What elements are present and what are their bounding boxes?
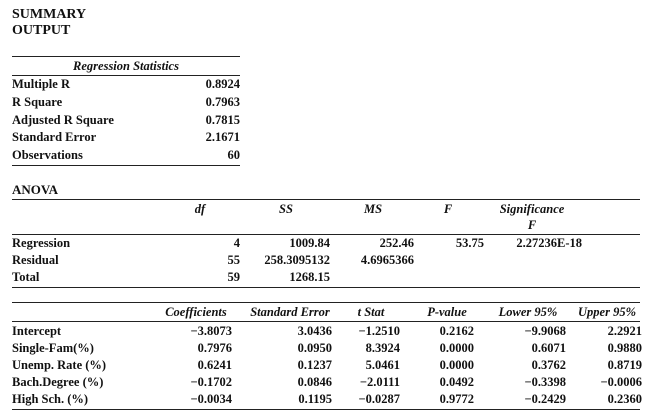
regstats-value: 0.7815 (205, 113, 240, 127)
coef-cell-t-stat: 8.3924 (365, 341, 400, 355)
coef-row-label: Unemp. Rate (%) (12, 358, 107, 372)
anova-cell-ss: 1009.84 (289, 236, 330, 250)
anova-cell-ms: 252.46 (379, 236, 414, 250)
regstats-label: Observations (12, 148, 83, 162)
regstats-label: Multiple R (12, 77, 70, 91)
coef-bottom-rule (12, 409, 640, 410)
regstats-value: 2.1671 (205, 130, 240, 144)
coef-cell-standard-error: 0.0846 (297, 375, 332, 389)
coef-cell-p-value: 0.0492 (439, 375, 474, 389)
coef-header-p-value: P-value (427, 305, 467, 319)
anova-header-ss: SS (279, 202, 293, 216)
anova-header-f: F (443, 202, 453, 216)
coef-cell-upper-95: 0.9880 (607, 341, 642, 355)
anova-header-significance: Significance (499, 202, 565, 216)
coef-cell-p-value: 0.0000 (439, 358, 474, 372)
regstats-label: Standard Error (12, 130, 97, 144)
anova-cell-ss: 258.3095132 (264, 253, 330, 267)
coef-cell-standard-error: 3.0436 (297, 324, 332, 338)
coef-cell-upper-95: −0.0006 (600, 375, 642, 389)
coef-cell-t-stat: 5.0461 (365, 358, 400, 372)
regstats-bottom-rule (12, 165, 240, 166)
coef-cell-p-value: 0.0000 (439, 341, 474, 355)
coef-header-t-stat: t Stat (357, 305, 385, 319)
coef-header-lower-95: Lower 95% (498, 305, 558, 319)
coef-row-label: High Sch. (%) (12, 392, 89, 406)
coef-cell-t-stat: −1.2510 (358, 324, 400, 338)
coef-cell-coefficient: −0.1702 (190, 375, 232, 389)
anova-header-ms: MS (363, 202, 383, 216)
summary-title-line2: OUTPUT (12, 23, 71, 38)
coef-row-label: Intercept (12, 324, 62, 338)
anova-cell-ms: 4.6965366 (360, 253, 414, 267)
coef-row-label: Bach.Degree (%) (12, 375, 104, 389)
summary-title-line1: SUMMARY (12, 7, 87, 22)
anova-header-rule (12, 234, 640, 235)
regstats-label: R Square (12, 95, 63, 109)
coef-cell-p-value: 0.2162 (439, 324, 474, 338)
coef-cell-coefficient: −3.8073 (190, 324, 232, 338)
regstats-top-rule (12, 56, 240, 57)
anova-row-label: Regression (12, 236, 71, 250)
coef-cell-upper-95: 0.8719 (607, 358, 642, 372)
anova-row-label: Residual (12, 253, 59, 267)
coef-cell-coefficient: 0.6241 (197, 358, 232, 372)
regstats-heading: Regression Statistics (73, 59, 179, 73)
coef-header-coefficients: Coefficients (165, 305, 227, 319)
regstats-header-rule (12, 75, 240, 76)
anova-header-significance-f: F (527, 218, 537, 232)
anova-row-label: Total (12, 270, 40, 284)
coef-cell-coefficient: 0.7976 (197, 341, 232, 355)
coef-cell-t-stat: −0.0287 (358, 392, 400, 406)
coef-cell-upper-95: 0.2360 (607, 392, 642, 406)
coef-row-label: Single-Fam(%) (12, 341, 94, 355)
anova-cell-significance: 2.27236E-18 (516, 236, 582, 250)
coef-header-rule (12, 321, 640, 322)
anova-cell-df: 4 (233, 236, 240, 250)
regstats-value: 0.7963 (205, 95, 240, 109)
coef-cell-standard-error: 0.1237 (297, 358, 332, 372)
coef-cell-standard-error: 0.1195 (298, 392, 332, 406)
anova-cell-df: 55 (227, 253, 240, 267)
anova-cell-ss: 1268.15 (289, 270, 330, 284)
coef-cell-lower-95: −9.9068 (524, 324, 566, 338)
coef-cell-p-value: 0.9772 (439, 392, 474, 406)
anova-bottom-rule (12, 287, 640, 288)
coef-top-rule (12, 302, 640, 303)
coef-cell-coefficient: −0.0034 (190, 392, 232, 406)
coef-header-upper-95: Upper 95% (578, 305, 636, 319)
coef-cell-upper-95: 2.2921 (607, 324, 642, 338)
coef-cell-lower-95: 0.3762 (531, 358, 566, 372)
anova-top-rule (12, 199, 640, 200)
coef-cell-lower-95: 0.6071 (531, 341, 566, 355)
regstats-value: 0.8924 (205, 77, 240, 91)
anova-title: ANOVA (12, 182, 58, 197)
regstats-label: Adjusted R Square (12, 113, 114, 127)
anova-cell-df: 59 (227, 270, 240, 284)
coef-header-standard-error: Standard Error (250, 305, 330, 319)
anova-cell-f: 53.75 (455, 236, 484, 250)
regstats-value: 60 (227, 148, 240, 162)
coef-cell-lower-95: −0.2429 (524, 392, 566, 406)
anova-header-df: df (194, 202, 206, 216)
coef-cell-t-stat: −2.0111 (359, 375, 400, 389)
coef-cell-lower-95: −0.3398 (524, 375, 566, 389)
coef-cell-standard-error: 0.0950 (297, 341, 332, 355)
